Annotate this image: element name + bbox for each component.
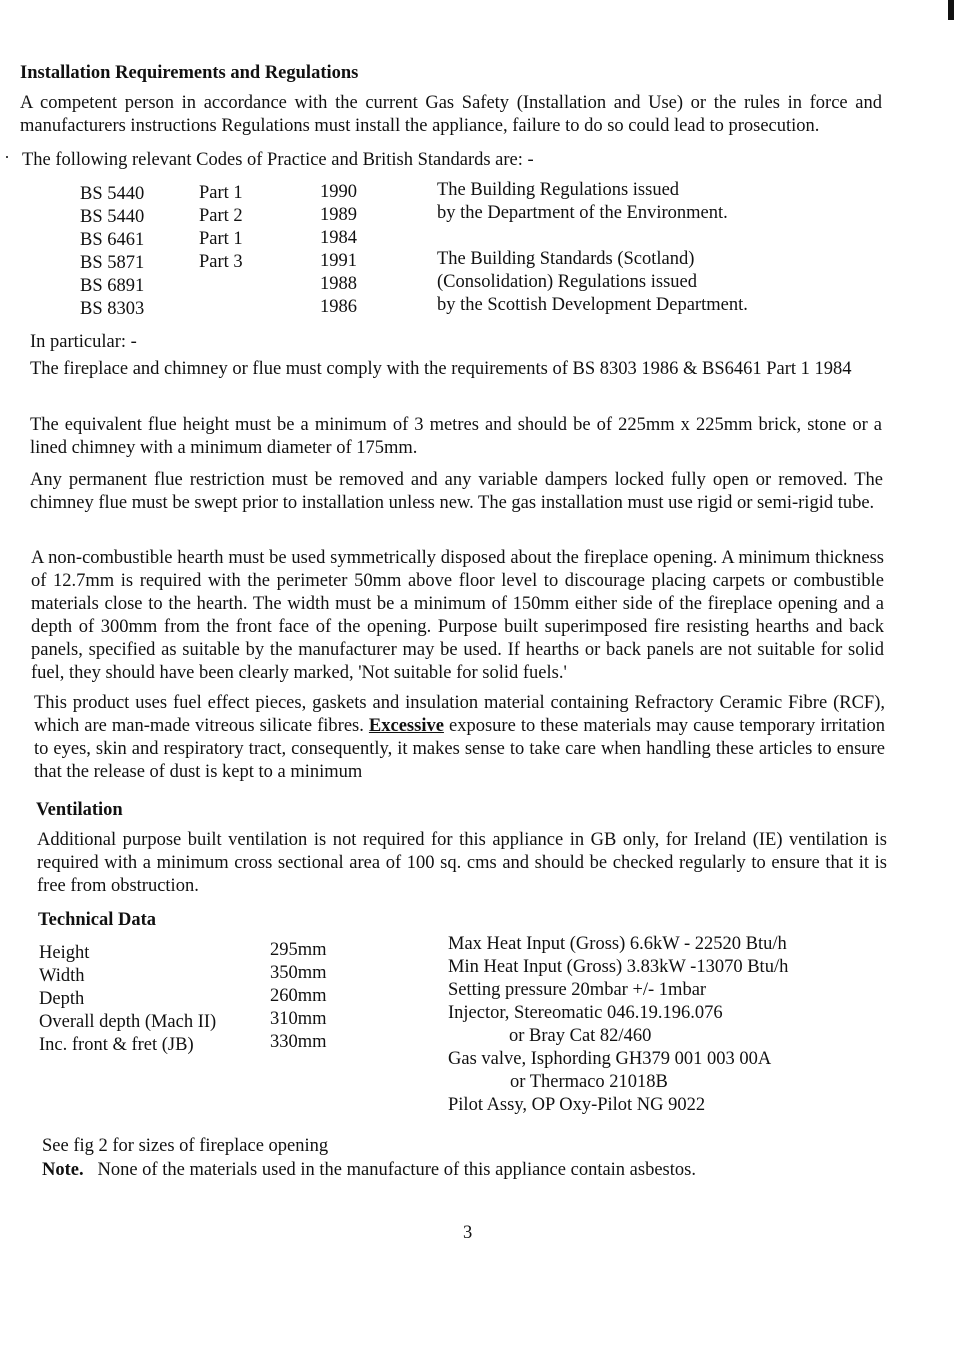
in-particular: In particular: - [30,332,137,352]
regulation-line: (Consolidation) Regulations issued [437,272,698,292]
standard-part [199,297,243,320]
spec-line: Min Heat Input (Gross) 3.83kW -13070 Btu/h [448,957,789,977]
standard-year: 1988 [320,274,357,294]
dimension-value: 310mm [270,1009,327,1029]
dimension-label: Height [39,943,90,963]
rcf-text-start: This product uses fuel effect pieces, gaskets and insulation material containing Refractory Ceramic Fibre (RCF), which are man-made vitreous silicate fibres. [34,693,885,736]
regulation-line [437,225,748,248]
dimension-value: 260mm [270,986,327,1006]
spec-line: Max Heat Input (Gross) 6.6kW - 22520 Btu/h [448,934,787,954]
ventilation-paragraph: Additional purpose built ventilation is not required for this appliance in GB only, for Ireland (IE) ventilation is required with a minimum cross sectional area of 100 sq. cms and should be checked regularly to ensure that it is free from obstruction. [37,830,887,896]
dimension-label: Width [39,966,85,986]
spec-line: Gas valve, Isphording GH379 001 003 00A [448,1049,772,1069]
dimension-value: 330mm [270,1032,327,1052]
spec-line: or Thermaco 21018B [510,1072,668,1092]
standard-year: 1986 [320,297,357,317]
standards-year-column [320,181,357,319]
dimension-value: 295mm [270,940,327,960]
note-text: None of the materials used in the manufacture of this appliance contain asbestos. [97,1160,696,1180]
spec-line: Setting pressure 20mbar +/- 1mbar [448,980,707,1000]
dimension-label: Overall depth (Mach II) [39,1012,217,1032]
specs-column [448,933,788,1117]
standard-part: Part 1 [199,183,243,203]
standard-part [199,274,243,297]
page-number: 3 [463,1223,473,1243]
standard-code: BS 5871 [80,253,145,273]
regulations-column [437,179,748,317]
scan-edge-mark [948,0,954,20]
regulation-line: by the Department of the Environment. [437,203,728,223]
standard-code: BS 5440 [80,207,145,227]
standard-code: BS 6891 [80,276,145,296]
dimension-label: Depth [39,989,85,1009]
standard-year: 1989 [320,205,357,225]
standard-part: Part 1 [199,229,243,249]
dimension-label-column [39,942,216,1057]
dimension-value-column [270,939,327,1054]
technical-data-heading: Technical Data [38,910,157,930]
flue-restriction-paragraph: Any permanent flue restriction must be removed and any variable dampers locked fully open or removed. The chimney flue must be swept prior to installation unless new. The gas installation must use rigid or semi-rigid tube. [30,470,883,513]
rcf-text-end: exposure to these materials may cause temporary irritation to eyes, skin and respiratory tract, consequently, it makes sense to take care when handling these articles to ensure that the release of dust is kept to a minimum [34,716,886,782]
standard-part: Part 2 [199,206,243,226]
regulation-line: by the Scottish Development Department. [437,295,748,315]
ventilation-heading: Ventilation [36,800,123,820]
standard-code: BS 5440 [80,184,145,204]
competent-person-paragraph: A competent person in accordance with the current Gas Safety (Installation and Use) or the rules in force and manufacturers instructions Regulations must install the appliance, failure to do so could lead to prosecution. [20,93,882,136]
standard-year: 1991 [320,251,357,271]
regulation-line: The Building Regulations issued [437,180,680,200]
spec-line: Pilot Assy, OP Oxy-Pilot NG 9022 [448,1095,706,1115]
codes-intro: The following relevant Codes of Practice and British Standards are: - [22,150,534,170]
hearth-paragraph: A non-combustible hearth must be used symmetrically disposed about the fireplace opening. A minimum thickness of 12.7mm is required with the perimeter 50mm above floor level to discourage placing carpets or combustible materials close to the hearth. The width must be a minimum of 150mm either side of the fireplace opening and a depth of 300mm from the front face of the opening. Purpose built superimposed fire resisting hearths and back panels, specified as suitable by the manufacturer may be used. If hearths or back panels are not suitable for solid fuel, they should have been clearly marked, 'Not suitable for solid fuels.' [31,548,884,683]
standards-code-column [80,183,144,321]
standards-part-column [199,182,243,320]
standard-year: 1990 [320,182,357,202]
dimension-label: Inc. front & fret (JB) [39,1035,194,1055]
regulation-line: The Building Standards (Scotland) [437,249,695,269]
asbestos-note [42,1159,696,1182]
standard-code: BS 8303 [80,299,145,319]
standard-year: 1984 [320,228,357,248]
flue-height-paragraph: The equivalent flue height must be a minimum of 3 metres and should be of 225mm x 225mm brick, stone or a lined chimney with a minimum diameter of 175mm. [30,415,882,458]
rcf-emphasis: Excessive [368,716,444,736]
installation-heading: Installation Requirements and Regulations [20,63,359,83]
see-fig-note: See fig 2 for sizes of fireplace opening [42,1136,329,1156]
standard-code: BS 6461 [80,230,145,250]
spec-line: Injector, Stereomatic 046.19.196.076 [448,1003,723,1023]
spec-line: or Bray Cat 82/460 [509,1026,652,1046]
scan-dot [6,156,8,158]
fireplace-paragraph: The fireplace and chimney or flue must comply with the requirements of BS 8303 1986 & BS6461 Part 1 1984 [30,359,852,379]
note-label: Note. [42,1160,84,1180]
dimension-value: 350mm [270,963,327,983]
rcf-paragraph [34,692,885,784]
standard-part: Part 3 [199,252,243,272]
